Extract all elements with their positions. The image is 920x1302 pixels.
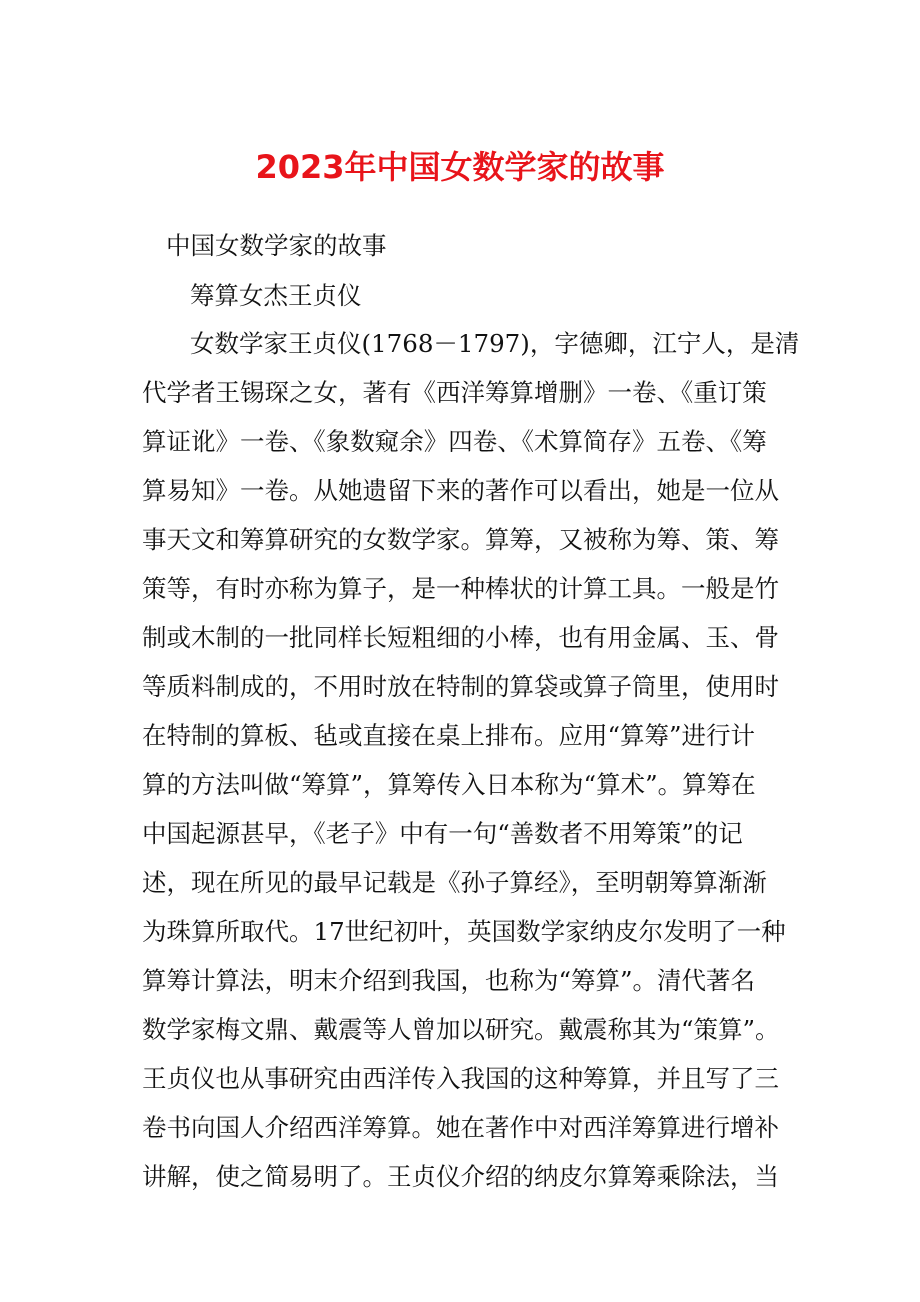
paragraph-line: 事天文和筹算研究的女数学家。算筹，又被称为筹、策、筹 — [142, 525, 779, 554]
document-title: 2023年中国女数学家的故事 — [255, 148, 665, 186]
paragraph-line: 为珠算所取代。17世纪初叶，英国数学家纳皮尔发明了一种 — [142, 917, 786, 946]
paragraph-line: 代学者王锡琛之女，著有《西洋筹算增删》一卷、《重订策 — [142, 378, 767, 407]
section-heading: 筹算女杰王贞仪 — [190, 281, 362, 310]
paragraph-line: 女数学家王贞仪(1768－1797)，字德卿，江宁人，是清 — [190, 329, 800, 358]
paragraph-line: 制或木制的一批同样长短粗细的小棒，也有用金属、玉、骨 — [142, 623, 779, 652]
subtitle-line: 中国女数学家的故事 — [166, 231, 387, 260]
paragraph-line: 等质料制成的，不用时放在特制的算袋或算子筒里，使用时 — [142, 672, 779, 701]
paragraph-line: 讲解，使之简易明了。王贞仪介绍的纳皮尔算筹乘除法，当 — [142, 1162, 779, 1191]
paragraph-line: 卷书向国人介绍西洋筹算。她在著作中对西洋筹算进行增补 — [142, 1113, 779, 1142]
paragraph-line: 述，现在所见的最早记载是《孙子算经》，至明朝筹算渐渐 — [142, 868, 767, 897]
paragraph-line: 算筹计算法，明末介绍到我国，也称为“筹算”。清代著名 — [142, 966, 756, 995]
paragraph-line: 算证讹》一卷、《象数窥余》四卷、《术算简存》五卷、《筹 — [142, 427, 767, 456]
paragraph-line: 算的方法叫做“筹算”，算筹传入日本称为“算术”。算筹在 — [142, 770, 756, 799]
paragraph-line: 王贞仪也从事研究由西洋传入我国的这种筹算，并且写了三 — [142, 1064, 779, 1093]
paragraph-line: 数学家梅文鼎、戴震等人曾加以研究。戴震称其为“策算”。 — [142, 1015, 780, 1044]
paragraph-line: 在特制的算板、毡或直接在桌上排布。应用“算筹”进行计 — [142, 721, 756, 750]
paragraph-line: 中国起源甚早，《老子》中有一句“善数者不用筹策”的记 — [142, 819, 743, 848]
paragraph-line: 算易知》一卷。从她遗留下来的著作可以看出，她是一位从 — [142, 476, 779, 505]
paragraph-line: 策等，有时亦称为算子，是一种棒状的计算工具。一般是竹 — [142, 574, 779, 603]
